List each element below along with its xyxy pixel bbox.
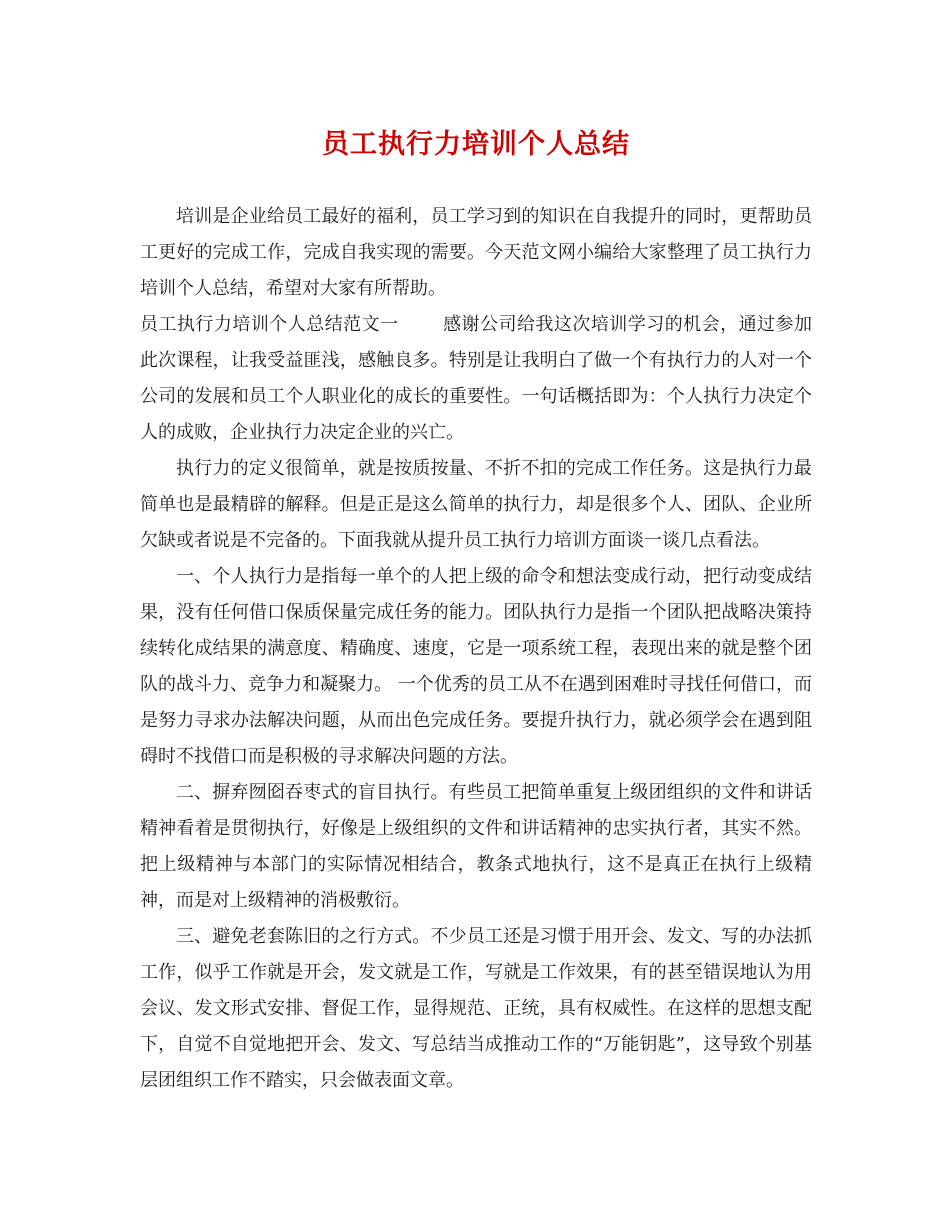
section-first-text: 感谢公司给我这次培训学习的机会，通过参加此次课程，让我受益匪浅，感触良多。特别是让我明白了做一个有执行力的人对一个公司的发展和员工个人职业化的成长的重要性。一句话概括即为：个人执行力决定个人的成败，企业执行力决定企业的兴亡。 bbox=[140, 314, 813, 443]
section-one-paragraph bbox=[140, 307, 812, 451]
body-paragraph: 三、避免老套陈旧的之行方式。不少员工还是习惯于用开会、发文、写的办法抓工作，似乎工作就是开会，发文就是工作，写就是工作效果，有的甚至错误地认为用会议、发文形式安排、督促工作，显得规范、正统，具有权威性。在这样的思想支配下，自觉不自觉地把开会、发文、写总结当成推动工作的“万能钥匙”，这导致个别基层团组织工作不踏实，只会做表面文章。 bbox=[140, 926, 812, 1091]
body-paragraph: 二、摒弃囫囵吞枣式的盲目执行。有些员工把简单重复上级团组织的文件和讲话精神看着是贯彻执行，好像是上级组织的文件和讲话精神的忠实执行者，其实不然。把上级精神与本部门的实际情况相结合，教条式地执行，这不是真正在执行上级精神，而是对上级精神的消极敷衍。 bbox=[140, 782, 812, 911]
document-title: 员工执行力培训个人总结 bbox=[322, 129, 630, 160]
body-paragraph: 执行力的定义很简单，就是按质按量、不折不扣的完成工作任务。这是执行力最简单也是最精辟的解释。但是正是这么简单的执行力，却是很多个人、团队、企业所欠缺或者说是不完备的。下面我就从提升员工执行力培训方面谈一谈几点看法。 bbox=[140, 458, 812, 551]
section-heading: 员工执行力培训个人总结范文一 bbox=[140, 314, 399, 335]
body-paragraph: 一、个人执行力是指每一单个的人把上级的命令和想法变成行动，把行动变成结果，没有任何借口保质保量完成任务的能力。团队执行力是指一个团队把战略决策持续转化成结果的满意度、精确度、速度，它是一项系统工程，表现出来的就是整个团队的战斗力、竞争力和凝聚力。 一个优秀的员工从不在遇到困难时寻找任何借口，而是努力寻求办法解决问题，从而出色完成任务。要提升执行力，就必须学会在遇到阻碍时不找借口而是积极的寻求解决问题的方法。 bbox=[140, 566, 812, 767]
document-page bbox=[140, 125, 812, 1099]
intro-paragraph: 培训是企业给员工最好的福利，员工学习到的知识在自我提升的同时，更帮助员工更好的完成工作，完成自我实现的需要。今天范文网小编给大家整理了员工执行力培训个人总结，希望对大家有所帮助。 bbox=[140, 206, 812, 299]
